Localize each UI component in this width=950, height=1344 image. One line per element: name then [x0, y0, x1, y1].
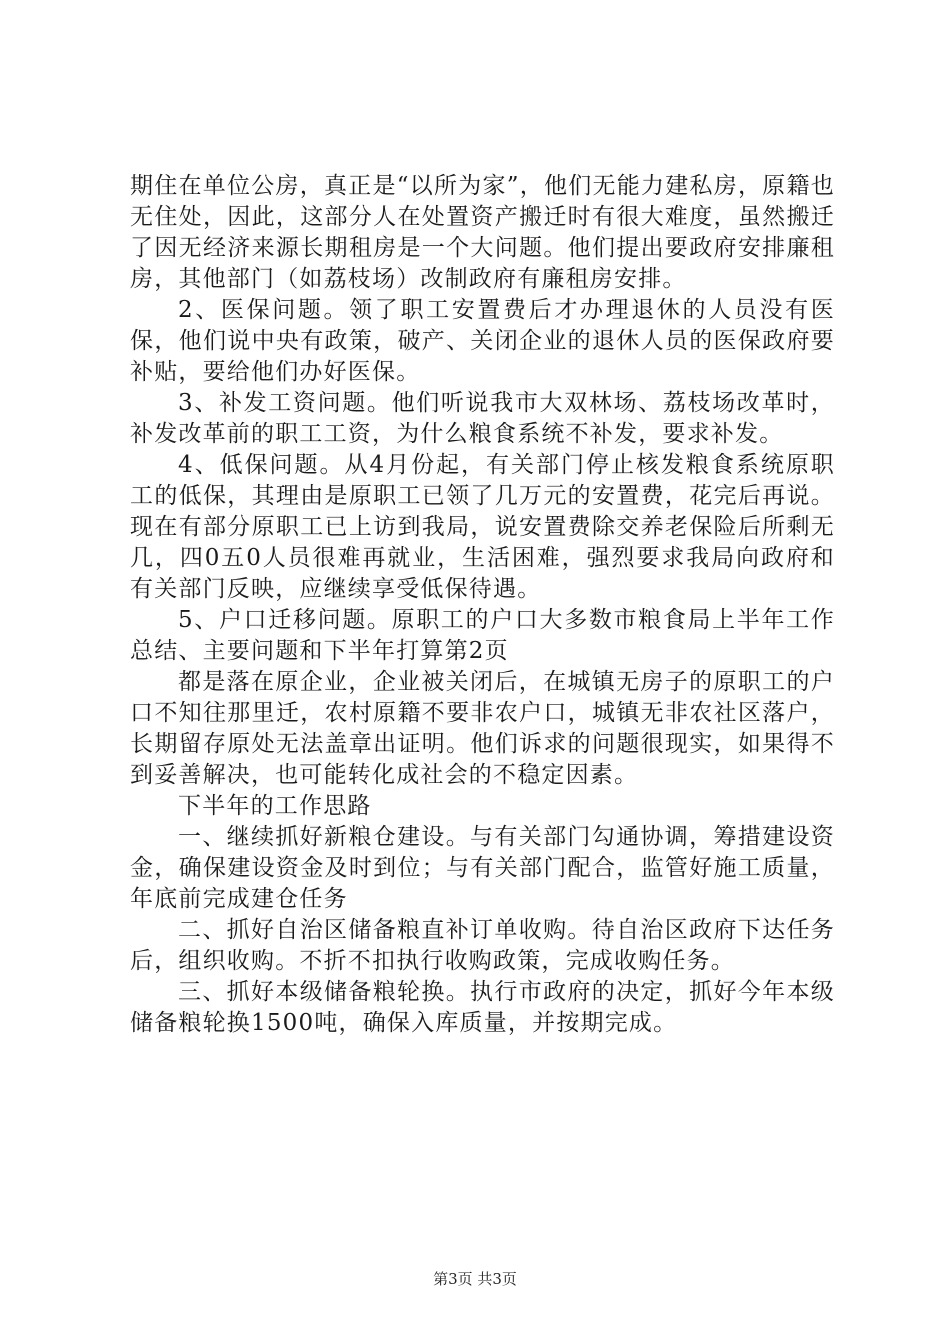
paragraph-back-pay: 3、补发工资问题。他们听说我市大双林场、荔枝场改革时，补发改革前的职工工资，为什么粮食系统不补发，要求补发。 — [130, 390, 835, 447]
paragraph-registration-continued: 都是落在原企业，企业被关闭后，在城镇无房子的原职工的户口不知往那里迁，农村原籍不要非农户口，城镇无非农社区落户，长期留存原处无法盖章出证明。他们诉求的问题很现实，如果得不到妥善解决，也可能转化成社会的不稳定因素。 — [130, 669, 835, 788]
page-footer: 第3页 共3页 — [433, 1270, 517, 1288]
document-body — [130, 171, 835, 1039]
paragraph-minimum-living: 4、低保问题。从4月份起，有关部门停止核发粮食系统原职工的低保，其理由是原职工已领了几万元的安置费，花完后再说。现在有部分原职工已上访到我局，说安置费除交养老保险后所剩无几，四0五0人员很难再就业，生活困难，强烈要求我局向政府和有关部门反映，应继续享受低保待遇。 — [130, 452, 835, 602]
section-heading-work-plan: 下半年的工作思路 — [178, 793, 372, 819]
paragraph-plan-purchase: 二、抓好自治区储备粮直补订单收购。待自治区政府下达任务后，组织收购。不折不扣执行收购政策，完成收购任务。 — [130, 917, 835, 974]
paragraph-medical-insurance: 2、医保问题。领了职工安置费后才办理退休的人员没有医保，他们说中央有政策，破产、关闭企业的退休人员的医保政府要补贴，要给他们办好医保。 — [130, 297, 835, 385]
paragraph-plan-rotation: 三、抓好本级储备粮轮换。执行市政府的决定，抓好今年本级储备粮轮换1500吨，确保入库质量，并按期完成。 — [130, 979, 835, 1036]
paragraph-plan-granary: 一、继续抓好新粮仓建设。与有关部门勾通协调，筹措建设资金，确保建设资金及时到位；与有关部门配合，监管好施工质量，年底前完成建仓任务 — [130, 824, 835, 912]
paragraph-household-registration: 5、户口迁移问题。原职工的户口大多数市粮食局上半年工作总结、主要问题和下半年打算第2页 — [130, 607, 835, 664]
paragraph-housing-continued: 期住在单位公房，真正是“以所为家”，他们无能力建私房，原籍也无住处，因此，这部分人在处置资产搬迁时有很大难度，虽然搬迁了因无经济来源长期租房是一个大问题。他们提出要政府安排廉租房，其他部门（如荔枝场）改制政府有廉租房安排。 — [130, 173, 835, 292]
